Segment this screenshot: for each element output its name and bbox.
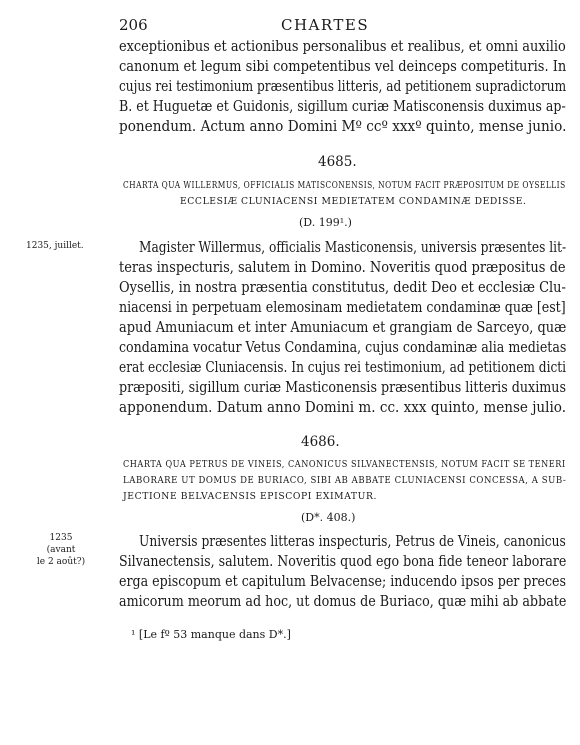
charter-title-line: CHARTA QUA WILLERMUS, OFFICIALIS MATISCONENSIS, NOTUM FACIT PRÆPOSITUM DE OYSELLIS [123,180,566,191]
text-line: Silvanectensis, salutem. Noveritis quod ego bona fide teneor laborare [119,554,567,570]
text-line: erga episcopum et capitulum Belvacense; inducendo ipsos per preces [119,574,567,590]
charter-title-line: ECCLESIÆ CLUNIACENSI MEDIETATEM CONDAMINÆ DEDISSE. [180,196,527,207]
margin-date [26,532,96,568]
text-line: amicorum meorum ad hoc, ut domus de Buriaco, quæ mihi ab abbate [119,594,567,610]
text-line: canonum et legum sibi competentibus vel deinceps competituris. In [119,59,567,75]
charter-title-line: JECTIONE BELVACENSIS EPISCOPI EXIMATUR. [123,491,378,502]
text-line: ponendum. Actum anno Domini Mº ccº xxxº quinto, mense junio. [119,119,567,135]
margin-date: 1235, juillet. [26,241,84,251]
page-number: 206 [119,16,148,34]
margin-date-line: 1235 [49,533,73,543]
text-line: condamina vocatur Vetus Condamina, cujus condaminæ alia medietas [119,340,567,356]
text-line: teras inspecturis, salutem in Domino. Noveritis quod præpositus de [119,260,566,276]
charter-number: 4685. [318,154,357,170]
text-line: apud Amuniacum et inter Amuniacum et grangiam de Sarceyo, quæ [119,320,567,336]
running-title: CHARTES [281,16,370,34]
charter-title-line: LABORARE UT DOMUS DE BURIACO, SIBI AB ABBATE CLUNIACENSI CONCESSA, A SUB- [123,475,567,486]
text-line: Oysellis, in nostra præsentia constitutus, dedit Deo et ecclesiæ Clu- [119,280,566,296]
source-reference: (D*. 408.) [301,511,356,524]
text-line: Magister Willermus, officialis Masticonensis, universis præsentes lit- [139,240,567,256]
text-line: Universis præsentes litteras inspecturis, Petrus de Vineis, canonicus [139,534,566,550]
margin-date-line: (avant [46,545,76,555]
footnote: ¹ [Le fº 53 manque dans D*.] [131,628,291,641]
text-line: exceptionibus et actionibus personalibus et realibus, et omni auxilio [119,39,566,55]
text-line: niacensi in perpetuam elemosinam medietatem condaminæ quæ [est] [119,300,566,316]
text-line: erat ecclesiæ Cluniacensis. In cujus rei testimonium, ad petitionem dicti [119,360,567,376]
source-reference: (D. 199¹.) [299,216,352,229]
text-line: B. et Huguetæ et Guidonis, sigillum curiæ Matisconensis duximus ap- [119,99,566,115]
charter-title-line: CHARTA QUA PETRUS DE VINEIS, CANONICUS SILVANECTENSIS, NOTUM FACIT SE TENERI [123,459,566,470]
charter-number: 4686. [301,434,340,450]
text-line: cujus rei testimonium præsentibus litteris, ad petitionem supradictorum [119,79,567,95]
text-line: præpositi, sigillum curiæ Masticonensis præsentibus litteris duximus [119,380,566,396]
margin-date-line: le 2 août?) [36,557,86,567]
text-line: apponendum. Datum anno Domini m. cc. xxx quinto, mense julio. [119,400,567,416]
